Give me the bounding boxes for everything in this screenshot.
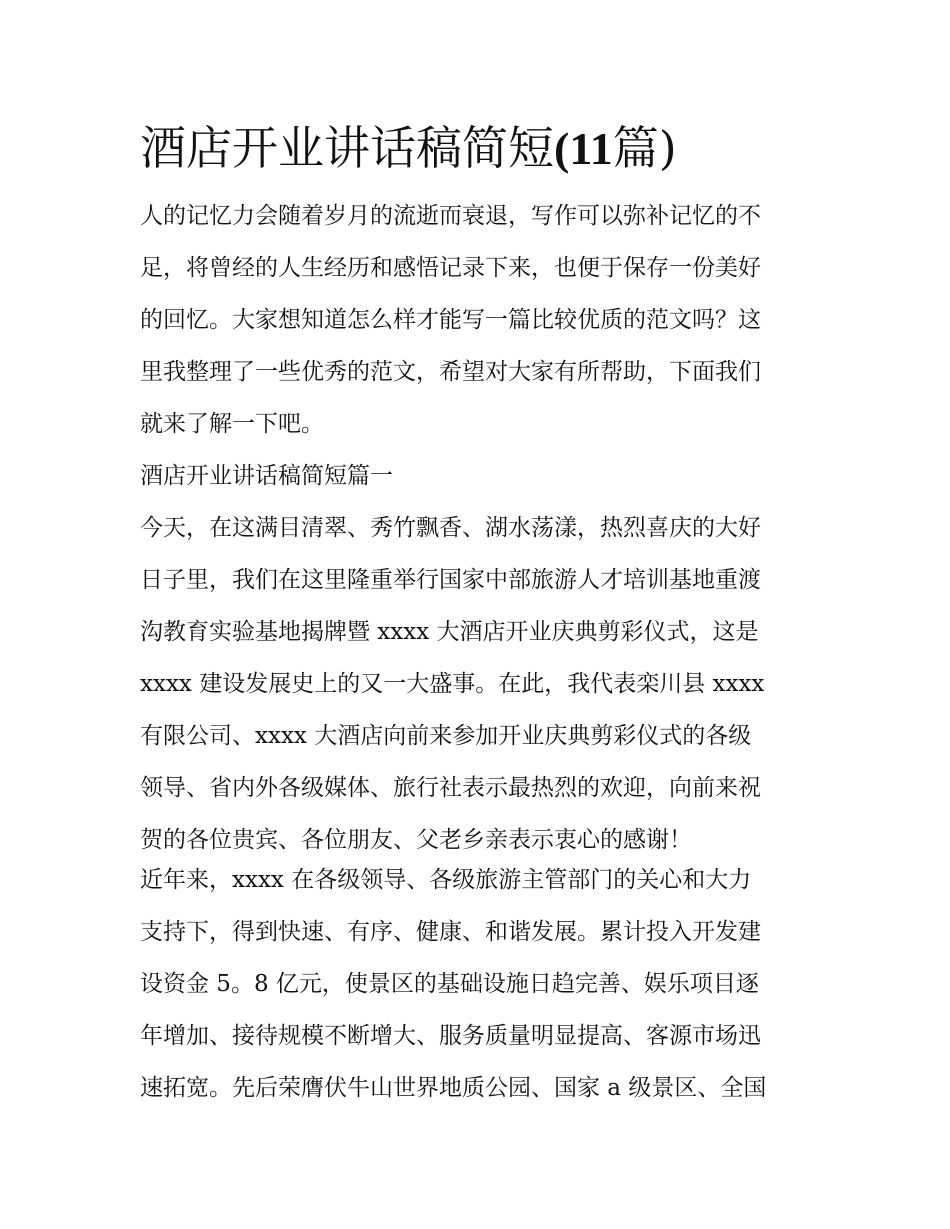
text-line: 近年来，xxxx 在各级领导、各级旅游主管部门的关心和大力	[140, 867, 752, 893]
text-line: 速拓宽。先后荣膺伏牛山世界地质公园、国家 a 级景区、全国	[140, 1075, 767, 1101]
text-line: 年增加、接待规模不断增大、服务质量明显提高、客源市场迅	[140, 1023, 761, 1049]
text-line: 日子里，我们在这里隆重举行国家中部旅游人才培训基地重渡	[140, 567, 761, 593]
page-title	[140, 118, 840, 179]
text-line: 就来了解一下吧。	[140, 411, 324, 437]
text-line: 有限公司、xxxx 大酒店向前来参加开业庆典剪彩仪式的各级	[140, 723, 752, 749]
text-line: 领导、省内外各级媒体、旅行社表示最热烈的欢迎，向前来祝	[140, 775, 761, 801]
section-heading-text: 酒店开业讲话稿简短篇一	[140, 463, 393, 489]
text-line: xxxx 建设发展史上的又一大盛事。在此，我代表栾川县 xxxx	[140, 671, 765, 697]
intro-paragraph	[140, 190, 820, 450]
text-line: 里我整理了一些优秀的范文，希望对大家有所帮助，下面我们	[140, 359, 761, 385]
title-text: 酒店开业讲话稿简短	[140, 121, 554, 175]
title-count: (11	[554, 123, 613, 174]
speech-paragraph-2	[140, 854, 820, 1114]
section-heading	[140, 450, 820, 502]
speech-paragraph-1	[140, 502, 820, 866]
text-line: 今天，在这满目清翠、秀竹飘香、湖水荡漾，热烈喜庆的大好	[140, 515, 761, 541]
title-suffix: 篇)	[612, 121, 677, 175]
text-line: 人的记忆力会随着岁月的流逝而衰退，写作可以弥补记忆的不	[140, 203, 761, 229]
text-line: 沟教育实验基地揭牌暨 xxxx 大酒店开业庆典剪彩仪式，这是	[140, 619, 759, 645]
text-line: 足，将曾经的人生经历和感悟记录下来，也便于保存一份美好	[140, 255, 761, 281]
text-line: 设资金 5。8 亿元，使景区的基础设施日趋完善、娱乐项目逐	[140, 971, 759, 997]
text-line: 的回忆。大家想知道怎么样才能写一篇比较优质的范文吗？这	[140, 307, 761, 333]
text-line: 贺的各位贵宾、各位朋友、父老乡亲表示衷心的感谢！	[140, 827, 692, 853]
text-line: 支持下，得到快速、有序、健康、和谐发展。累计投入开发建	[140, 919, 761, 945]
